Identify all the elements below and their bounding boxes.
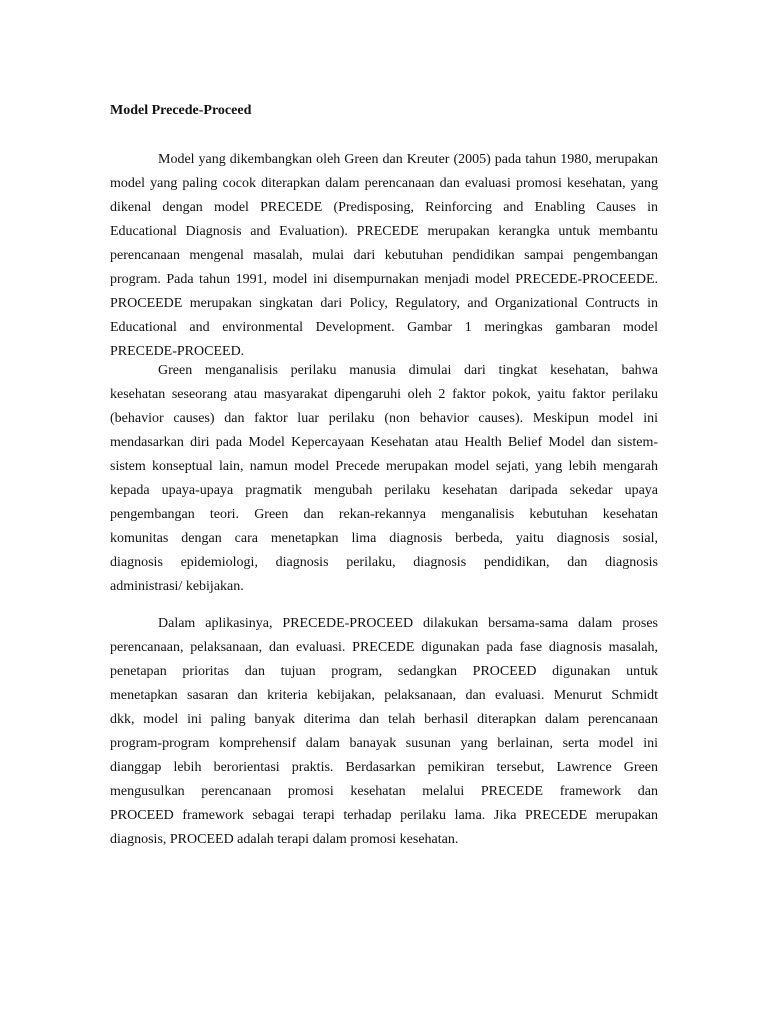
text-line: administrasi/ kebijakan. <box>110 579 244 594</box>
text-line: dikenal dengan model PRECEDE (Predisposing, Reinforcing and Enabling Causes in <box>110 200 658 215</box>
text-line: mengusulkan perencanaan promosi kesehatan melalui PRECEDE framework dan <box>110 784 658 799</box>
paragraph-3 <box>110 614 658 854</box>
text-line: program-program komprehensif dalam banayak susunan yang berlainan, serta model ini <box>110 736 658 751</box>
paragraph-1 <box>110 150 658 366</box>
text-line: Model yang dikembangkan oleh Green dan Kreuter (2005) pada tahun 1980, merupakan <box>158 152 658 167</box>
text-line: sistem konseptual lain, namun model Precede merupakan model sejati, yang lebih mengarah <box>110 459 658 474</box>
paragraph-2 <box>110 361 658 601</box>
text-line: Educational and environmental Development. Gambar 1 meringkas gambaran model <box>110 320 658 335</box>
text-line: kepada upaya-upaya pragmatik mengubah perilaku kesehatan daripada sekedar upaya <box>110 483 658 498</box>
text-line: Educational Diagnosis and Evaluation). PRECEDE merupakan kerangka untuk membantu <box>110 224 658 239</box>
text-line: penetapan prioritas dan tujuan program, sedangkan PROCEED digunakan untuk <box>110 664 658 679</box>
text-line: program. Pada tahun 1991, model ini disempurnakan menjadi model PRECEDE-PROCEEDE. <box>110 272 658 287</box>
text-line: Green menganalisis perilaku manusia dimulai dari tingkat kesehatan, bahwa <box>158 363 658 378</box>
text-line: menetapkan sasaran dan kriteria kebijakan, pelaksanaan, dan evaluasi. Menurut Schmidt <box>110 688 658 703</box>
text-line: dkk, model ini paling banyak diterima dan telah berhasil diterapkan dalam perencanaan <box>110 712 658 727</box>
text-line: perencanaan mengenal masalah, mulai dari kebutuhan pendidikan sampai pengembangan <box>110 248 658 263</box>
text-line: PROCEED framework sebagai terapi terhadap perilaku lama. Jika PRECEDE merupakan <box>110 808 658 823</box>
text-line: kesehatan seseorang atau masyarakat dipengaruhi oleh 2 faktor pokok, yaitu faktor perilaku <box>110 387 658 402</box>
text-line: diagnosis epidemiologi, diagnosis perilaku, diagnosis pendidikan, dan diagnosis <box>110 555 658 570</box>
document-heading: Model Precede-Proceed <box>110 103 252 118</box>
text-line: PROCEEDE merupakan singkatan dari Policy, Regulatory, and Organizational Contructs in <box>110 296 658 311</box>
text-line: perencanaan, pelaksanaan, dan evaluasi. PRECEDE digunakan pada fase diagnosis masalah, <box>110 640 658 655</box>
text-line: PRECEDE-PROCEED. <box>110 344 245 359</box>
text-line: Dalam aplikasinya, PRECEDE-PROCEED dilakukan bersama-sama dalam proses <box>158 616 658 631</box>
text-line: mendasarkan diri pada Model Kepercayaan Kesehatan atau Health Belief Model dan sistem- <box>110 435 658 450</box>
text-line: dianggap lebih berorientasi praktis. Berdasarkan pemikiran tersebut, Lawrence Green <box>110 760 658 775</box>
text-line: (behavior causes) dan faktor luar perilaku (non behavior causes). Meskipun model ini <box>110 411 658 426</box>
text-line: komunitas dengan cara menetapkan lima diagnosis berbeda, yaitu diagnosis sosial, <box>110 531 658 546</box>
text-line: pengembangan teori. Green dan rekan-rekannya menganalisis kebutuhan kesehatan <box>110 507 658 522</box>
text-line: model yang paling cocok diterapkan dalam perencanaan dan evaluasi promosi kesehatan, yang <box>110 176 658 191</box>
text-line: diagnosis, PROCEED adalah terapi dalam promosi kesehatan. <box>110 832 459 847</box>
